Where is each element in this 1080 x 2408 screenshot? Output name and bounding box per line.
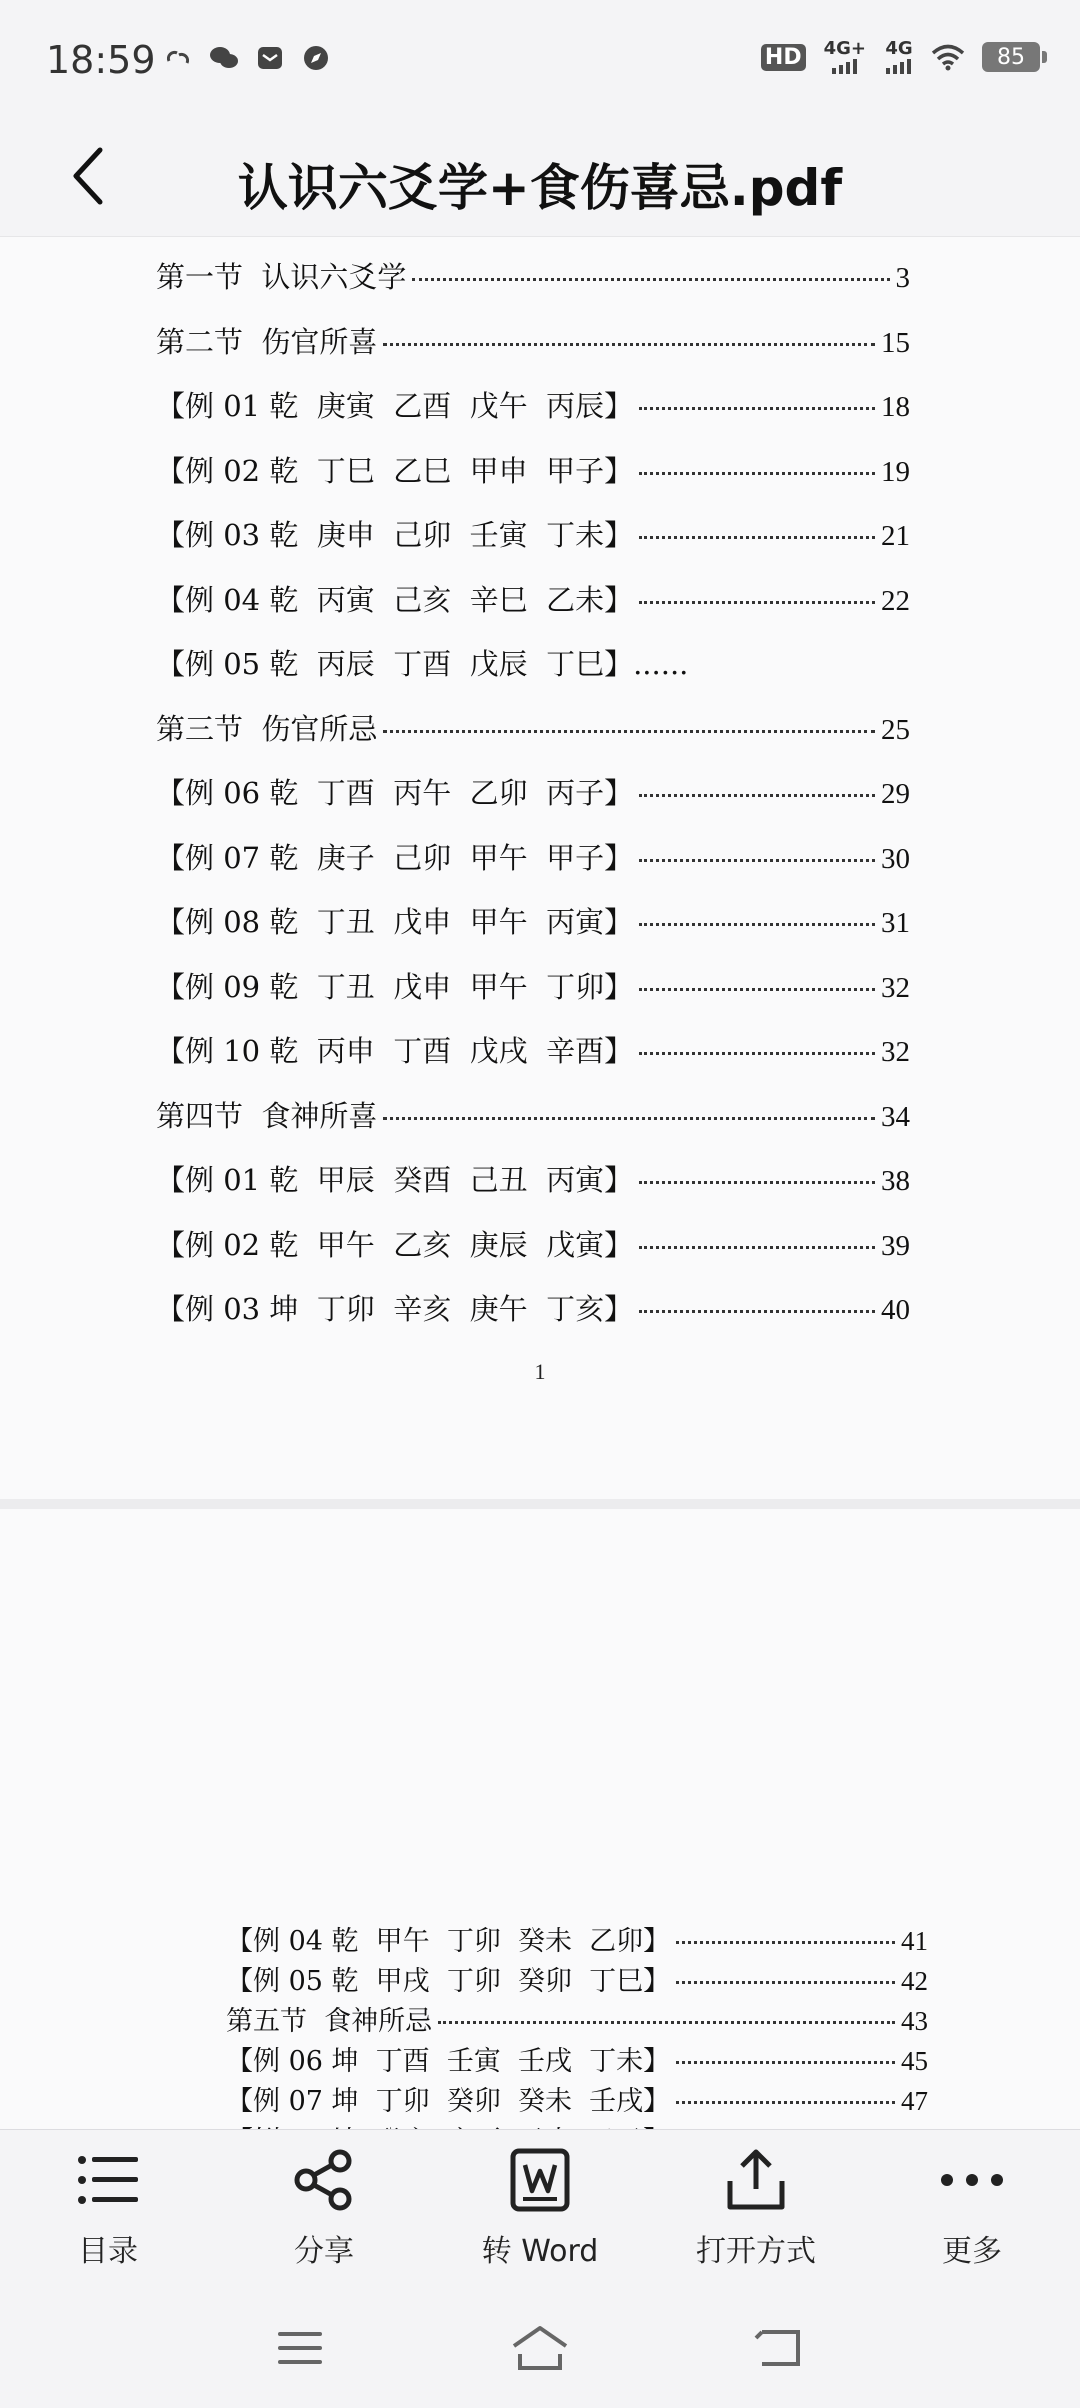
toc-page-number: 32: [881, 971, 910, 1004]
toc-leader-dots: [383, 343, 875, 346]
toc-row: [156, 1223, 910, 1264]
toc-row: [156, 578, 910, 619]
toc-entry-label: 【例 05 乾 丙辰 丁酉 戊辰 丁巳】......: [156, 647, 689, 681]
share-button[interactable]: [224, 2144, 424, 2270]
list-icon: [72, 2144, 144, 2216]
battery-icon: 85: [982, 42, 1040, 72]
toc-row: [156, 965, 910, 1006]
toc-page-number: 39: [881, 1229, 910, 1262]
status-bar: [0, 0, 1080, 118]
toc-page-number: 47: [901, 2086, 928, 2116]
toc-entry-label: 【例 07 坤 丁卯 癸卯 癸未 壬戌】: [226, 2086, 671, 2117]
toc-entry-label: 【例 07 乾 庚子 己卯 甲午 甲子】: [156, 840, 634, 875]
toc-leader-dots: [639, 1052, 875, 1055]
toc-leader-dots: [383, 730, 875, 733]
back-nav-button[interactable]: [744, 2318, 816, 2378]
toc-page-number: 34: [881, 1100, 910, 1133]
toc-entry-label: 【例 04 乾 甲午 丁卯 癸未 乙卯】: [226, 1926, 671, 1957]
toc-page-number: 29: [881, 778, 910, 810]
toc-entry-label: 【例 08 乾 丁丑 戊申 甲午 丙寅】: [156, 905, 634, 939]
network-type-2: 4G: [885, 38, 913, 59]
toc-leader-dots: [639, 1181, 875, 1184]
toc-entry-label: 【例 06 坤 丁酉 壬寅 壬戌 丁未】: [226, 2046, 671, 2077]
pdf-viewer[interactable]: [0, 237, 1080, 2129]
toc-entry-label: 第二节 伤官所喜: [156, 324, 378, 359]
word-icon: [504, 2144, 576, 2216]
back-arrow-icon: [754, 2326, 806, 2370]
toc-row: [156, 449, 910, 490]
page-number: 1: [534, 1359, 546, 1384]
toc-page-number: 45: [901, 2046, 928, 2076]
toc-row: [226, 2079, 928, 2118]
bottom-toolbar: [0, 2129, 1080, 2295]
link-icon: [162, 42, 194, 74]
toc-button[interactable]: [8, 2144, 208, 2270]
signal-4g-icon: [884, 40, 914, 74]
convert-word-label: 转 Word: [481, 2234, 599, 2269]
toc-row: [226, 1959, 928, 1998]
menu-icon: [276, 2328, 324, 2368]
toc-entry-label: 【例 03 坤 丁卯 辛亥 庚午 丁亥】: [156, 1292, 634, 1326]
toc-row: [156, 642, 910, 683]
toc-entry-label: 第五节 食神所忌: [226, 2006, 433, 2037]
toc-row: [226, 2039, 928, 2078]
toc-entry-label: 【例 02 乾 甲午 乙亥 庚辰 戊寅】: [156, 1227, 634, 1262]
toc-leader-dots: [639, 923, 875, 926]
notification-icons: [162, 42, 332, 74]
toc-page-number: 30: [881, 842, 910, 875]
pdf-page-1: [0, 237, 1080, 1499]
hd-badge: HD: [761, 44, 806, 71]
toc-entry-label: 第一节 认识六爻学: [156, 260, 407, 294]
document-title: 认识六爻学+食伤喜忌.pdf: [237, 159, 843, 217]
toc-row: [156, 384, 910, 425]
share-icon: [288, 2144, 360, 2216]
open-with-label: 打开方式: [696, 2234, 816, 2269]
toc-entry-label: 第四节 食神所喜: [156, 1098, 378, 1133]
toc-page-number: 19: [881, 455, 910, 488]
open-with-icon: [720, 2144, 792, 2216]
toc-entry-label: 【例 01 乾 甲辰 癸酉 己丑 丙寅】: [156, 1163, 634, 1197]
toc-page-number: 32: [881, 1036, 910, 1068]
toc-row: [156, 1029, 910, 1070]
toc-leader-dots: [639, 472, 875, 475]
system-indicators: [761, 40, 1040, 74]
toc-row: [226, 1919, 928, 1958]
home-button[interactable]: [504, 2318, 576, 2378]
toc-leader-dots: [412, 278, 889, 281]
toc-row: [156, 836, 910, 877]
open-with-button[interactable]: [656, 2144, 856, 2270]
home-icon: [510, 2324, 570, 2372]
toc-entry-label: 【例 05 乾 甲戌 丁卯 癸卯 丁巳】: [226, 1966, 671, 1997]
toc-row: [156, 900, 910, 941]
compass-icon: [300, 42, 332, 74]
toc-leader-dots: [438, 2021, 895, 2024]
toc-row: [156, 1287, 910, 1328]
toc-page-number: 3: [895, 262, 910, 294]
title-bar: [0, 118, 1080, 237]
toc-entry-label: 【例 01 乾 庚寅 乙酉 戊午 丙辰】: [156, 389, 634, 423]
toc-entry-label: 【例 09 乾 丁丑 戊申 甲午 丁卯】: [156, 969, 634, 1004]
toc-page-number: 15: [881, 326, 910, 359]
toc-entry-label: 【例 02 乾 丁巳 乙巳 甲申 甲子】: [156, 453, 634, 488]
toc-leader-dots: [676, 2061, 895, 2064]
toc-leader-dots: [639, 601, 875, 604]
toc-entry-label: 第三节 伤官所忌: [156, 711, 378, 746]
more-icon: [936, 2144, 1008, 2216]
wifi-icon: [932, 41, 964, 73]
toc-leader-dots: [639, 1246, 875, 1249]
toc-page-number: 31: [881, 907, 910, 939]
toc-row: [156, 771, 910, 812]
toc-page-number: 18: [881, 391, 910, 423]
toc-row: [156, 513, 910, 554]
toc-leader-dots: [639, 1310, 875, 1313]
toc-row: [226, 1999, 928, 2038]
toc-entry-label: 【例 04 乾 丙寅 己亥 辛巳 乙未】: [156, 582, 634, 617]
toc-row: [156, 707, 910, 748]
toc-leader-dots: [383, 1117, 875, 1120]
toc-leader-dots: [639, 407, 875, 410]
more-button[interactable]: [872, 2144, 1072, 2270]
toc-leader-dots: [676, 1981, 895, 1984]
signal-4gplus-icon: [824, 40, 866, 74]
toc-page-number: 41: [901, 1926, 928, 1956]
toc-entry-label: 【例 06 乾 丁酉 丙午 乙卯 丙子】: [156, 776, 634, 810]
toc-leader-dots: [639, 536, 875, 539]
toc-page-number: 25: [881, 713, 910, 746]
mail-icon: [254, 42, 286, 74]
toc-page-number: 21: [881, 520, 910, 552]
toc-page-number: 22: [881, 584, 910, 617]
toc-label: 目录: [78, 2234, 138, 2269]
system-nav-bar: [0, 2294, 1080, 2408]
more-label: 更多: [942, 2234, 1002, 2269]
toc-leader-dots: [676, 1941, 895, 1944]
toc-row: [156, 1094, 910, 1135]
toc-leader-dots: [639, 988, 875, 991]
share-label: 分享: [294, 2234, 354, 2269]
network-type-1: 4G+: [823, 38, 866, 59]
pdf-page-2: [0, 1509, 1080, 2159]
toc-row: [156, 320, 910, 361]
toc-page-number: 42: [901, 1966, 928, 1996]
status-time: 18:59: [46, 38, 156, 82]
toc-row: [156, 1158, 910, 1199]
toc-row: [156, 255, 910, 296]
wechat-icon: [208, 42, 240, 74]
toc-page-number: 38: [881, 1165, 910, 1197]
toc-page-number: 43: [901, 2006, 928, 2036]
recents-button[interactable]: [264, 2318, 336, 2378]
toc-entry-label: 【例 03 乾 庚申 己卯 壬寅 丁未】: [156, 518, 634, 552]
toc-leader-dots: [639, 859, 875, 862]
toc-leader-dots: [639, 794, 875, 797]
toc-entry-label: 【例 10 乾 丙申 丁酉 戊戌 辛酉】: [156, 1034, 634, 1068]
convert-word-button[interactable]: [440, 2144, 640, 2270]
toc-leader-dots: [676, 2101, 895, 2104]
toc-page-number: 40: [881, 1294, 910, 1326]
